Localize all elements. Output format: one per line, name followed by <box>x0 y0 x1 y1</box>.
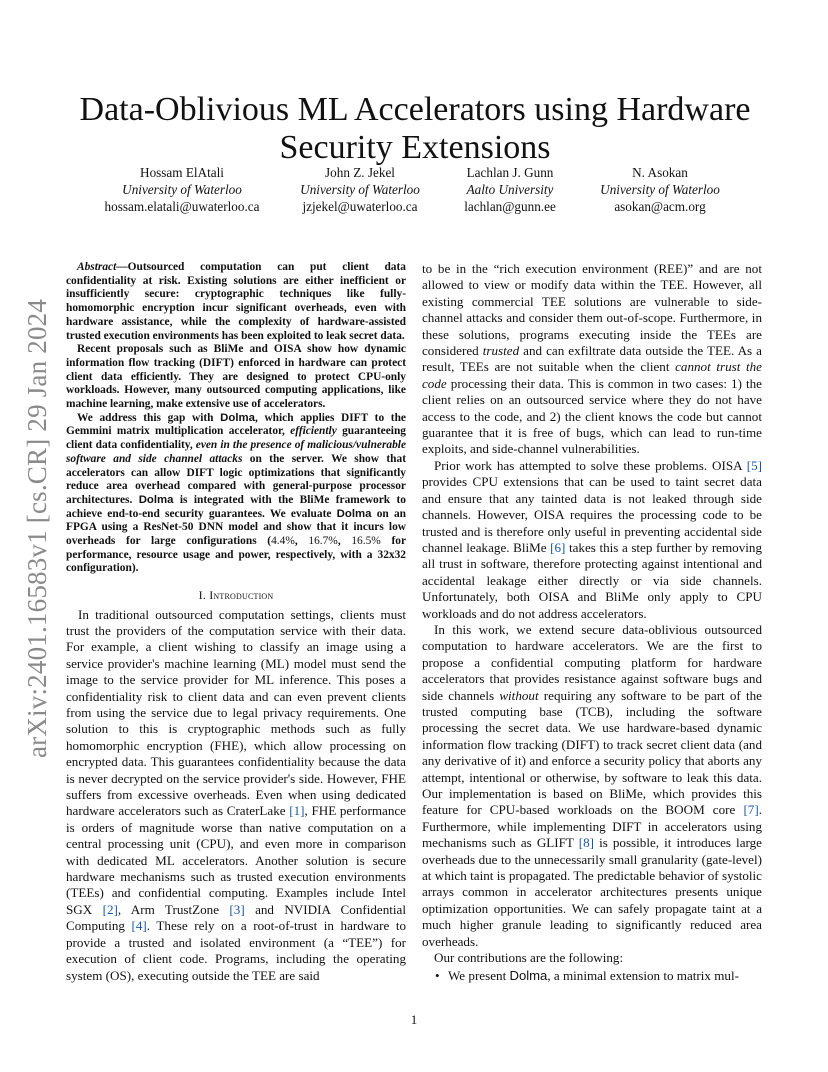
citation-link[interactable]: [1] <box>289 803 305 819</box>
system-name: Dolma <box>220 411 255 424</box>
citation-link[interactable]: [6] <box>550 539 566 555</box>
left-column <box>66 261 406 984</box>
citation-link[interactable]: [4] <box>131 918 147 934</box>
author-name: N. Asokan <box>632 165 688 180</box>
citation-link[interactable]: [7] <box>743 802 759 818</box>
author-email: lachlan@gunn.ee <box>464 199 556 214</box>
citation-link[interactable]: [2] <box>102 901 118 917</box>
author-block <box>98 164 738 224</box>
arxiv-identifier: arXiv:2401.16583v1 [cs.CR] 29 Jan 2024 <box>22 298 52 758</box>
system-name: Dolma <box>509 968 548 984</box>
abstract <box>66 261 406 576</box>
intro-paragraph-1: In traditional outsourced computation settings, clients must trust the providers of the computation service with their data. For example, a client wishing to classify an image using a service provider's machine learning (ML) model must send the image to the service provider for ML inference. This poses a confidentiality risk to client data and can even prevent clients from using the service due to legal privacy requirements. One solution to this is cryptographic methods such as fully homomorphic encryption (FHE), which allow processing on encrypted data. This guarantees confidentiality because the data is never decrypted on the service provider's side. However, FHE suffers from excessive overheads. Even when using dedicated hardware accelerators such as CraterLake [1], FHE performance is orders of magnitude worse than native computation on a central processing unit (CPU), and even more in comparison with dedicated ML accelerators. Another solution is secure hardware mechanisms such as trusted execution environments (TEEs) and confidential computing. Examples include Intel SGX [2], Arm TrustZone [3] and NVIDIA Confidential Computing [4]. These rely on a root-of-trust in hardware to provide a trusted and isolated environment (a “TEE”) for execution of client code. Programs, including the operating system (OS), executing outside the TEE are said <box>66 606 407 983</box>
author-name: Lachlan J. Gunn <box>466 165 554 180</box>
bullet-marker: • <box>435 968 440 984</box>
author-4 <box>600 164 720 215</box>
author-name: John Z. Jekel <box>325 165 395 180</box>
author-email: jzjekel@uwaterloo.ca <box>302 199 418 214</box>
author-affiliation: University of Waterloo <box>300 182 420 197</box>
right-column <box>422 261 762 985</box>
author-name: Hossam ElAtali <box>140 165 224 180</box>
author-affiliation: University of Waterloo <box>600 182 720 197</box>
author-3 <box>464 164 556 215</box>
abstract-paragraph-2: Recent proposals such as BliMe and OISA show how dynamic information flow tracking (DIFT) enforced in hardware can protect client data efficiently. They are designed to protect CPU-only workloads. However, many outsourced computing applications, like machine learning, make extensive use of accelerators. <box>66 343 406 411</box>
abstract-paragraph-3: We address this gap with Dolma, which applies DIFT to the Gemmini matrix multiplication accelerator, efficiently guaranteeing client data confidentiality, even in the presence of malicious/vulnerable software and side channel attacks on the server. We show that accelerators can allow DIFT logic optimizations that significantly reduce area overhead compared with general-purpose processor architectures. Dolma is integrated with the BliMe framework to achieve end-to-end security guarantees. We evaluate Dolma on an FPGA using a ResNet-50 DNN model and show that it incurs low overheads for large configurations (4.4%, 16.7%, 16.5% for performance, resource usage and power, respectively, with a 32x32 configuration). <box>66 411 407 575</box>
contributions-intro: Our contributions are the following: <box>434 950 624 966</box>
contribution-item: • We present Dolma, a minimal extension to matrix mul- <box>435 968 739 984</box>
citation-link[interactable]: [5] <box>746 457 762 473</box>
citation-link[interactable]: [8] <box>578 835 595 851</box>
intro-paragraph-3: In this work, we extend secure data-oblivious outsourced computation to hardware accelerators. We are the first to propose a confidential computing platform for hardware accelerators that provides resistance against software bugs and side channels without requiring any software to be part of the trusted computing base (TCB), including the software processing the secret data. We use hardware-based dynamic information flow tracking (DIFT) to track secret client data (and any derivative of it) and enforce a security policy that aborts any attempt, intentional or otherwise, by software to leak this data. Our implementation is based on BliMe, which provides this feature for CPU-based workloads on the BOOM core [7]. Furthermore, while implementing DIFT in accelerators using mechanisms such as GLIFT [8] is possible, it introduces large overheads due to the unnecessarily small granularity (gate-level) at which taint is propagated. The predictable behavior of systolic arrays common in accelerator architectures presents unique optimization opportunities. We can safely propagate taint at a much higher granule leading to significantly reduced area overheads. <box>422 621 762 949</box>
author-email: hossam.elatali@uwaterloo.ca <box>104 199 260 214</box>
section-heading-introduction: I. Introduction <box>198 588 274 603</box>
author-2 <box>300 164 420 215</box>
abstract-label: Abstract <box>77 261 117 273</box>
author-1 <box>105 164 260 215</box>
intro-paragraph-2: Prior work has attempted to solve these problems. OISA [5] provides CPU extensions that can be used to taint secret data and ensure that any tainted data is not leaked through side channels. However, OISA requires the processing code to be trusted and is therefore only useful in preventing accidental side channel leakage. BliMe [6] takes this a step further by removing all trust in software, therefore protecting against intentional and accidental leakage either directly or via side channels. Unfortunately, both OISA and BliMe only apply to CPU workloads and do not address accelerators. <box>422 457 763 621</box>
author-affiliation: Aalto University <box>466 182 554 197</box>
system-name: Dolma <box>138 493 174 506</box>
abstract-paragraph-1: Abstract—Outsourced computation can put client data confidentiality at risk. Existing solutions are either inefficient or insufficiently secure: cryptographic techniques like fully-homomorphic encryption incur significant overheads, even with hardware assistance, while the complexity of hardware-assisted trusted execution environments has been exploited to leak secret data. <box>66 261 406 342</box>
paper-title: Data-Oblivious ML Accelerators using Hardware Security Extensions <box>79 90 751 166</box>
author-affiliation: University of Waterloo <box>122 182 242 197</box>
author-email: asokan@acm.org <box>614 199 706 214</box>
citation-link[interactable]: [3] <box>229 901 245 917</box>
intro-paragraph-1-continued: to be in the “rich execution environment (REE)” and are not allowed to view or modify data within the TEE. However, all existing commercial TEE solutions are vulnerable to side-channel attacks and consider them out-of-scope. Furthermore, in these solutions, programs executing inside the TEEs are considered trusted and can exfiltrate data outside the TEE. As a result, TEEs are not suitable when the client cannot trust the code processing their data. This is common in two cases: 1) the client relies on an outsourced service where they do not have access to the code, and 2) the client knows the code but cannot guarantee that it is free of bugs, which can lead to run-time exploits, and side-channel vulnerabilities. <box>422 261 762 457</box>
page-number: 1 <box>410 1012 418 1027</box>
system-name: Dolma <box>336 507 372 520</box>
